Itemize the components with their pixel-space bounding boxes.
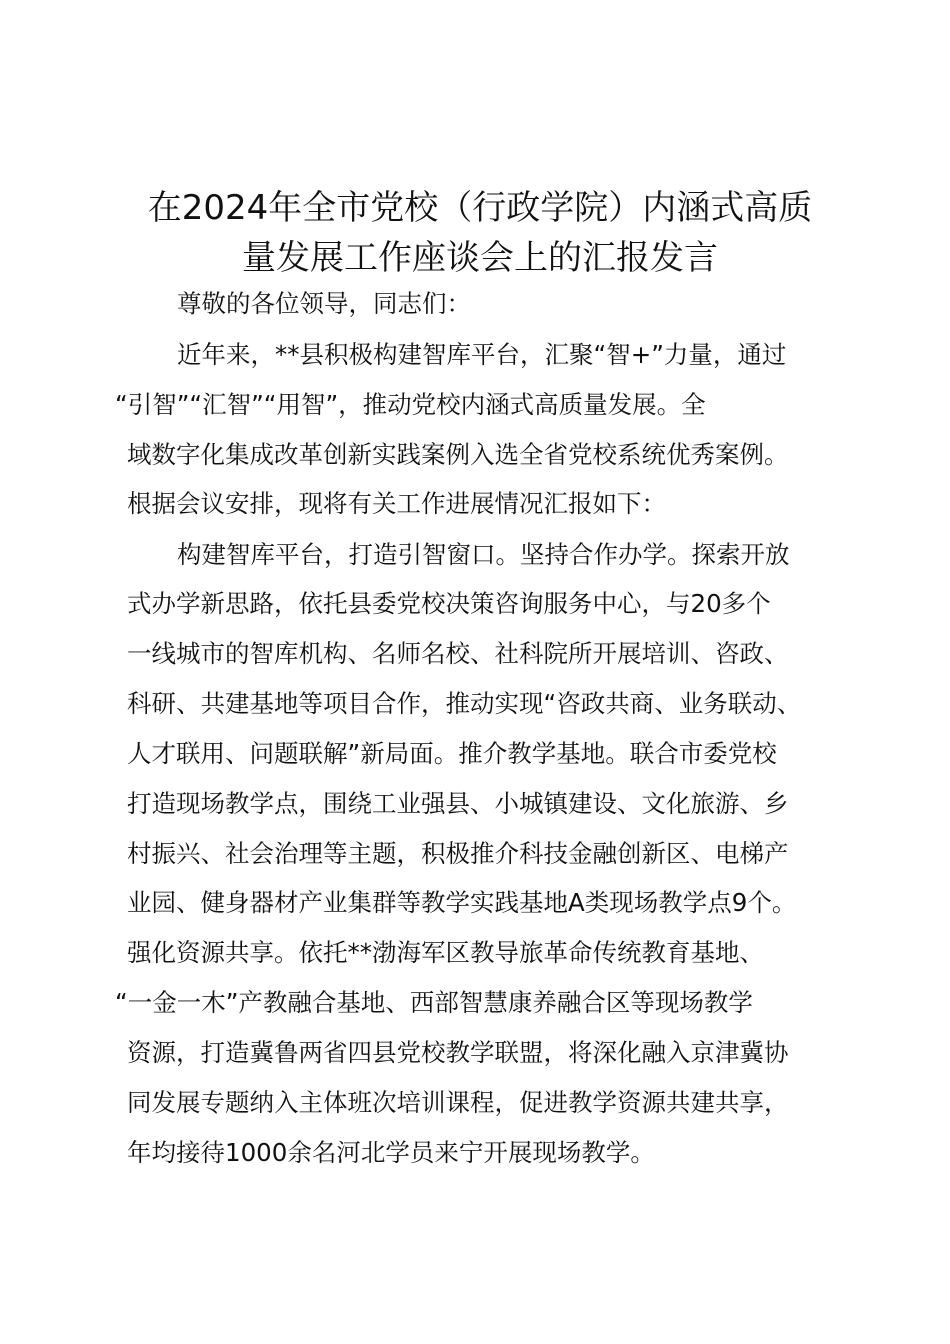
- paragraph-line: 资源，打造冀鲁两省四县党校教学联盟，将深化融入京津冀协: [127, 1038, 789, 1067]
- paragraph-line: 同发展专题纳入主体班次培训课程，促进教学资源共建共享，: [127, 1088, 789, 1117]
- paragraph-line: “引智”“汇智”“用智”，推动党校内涵式高质量发展。全: [115, 390, 706, 419]
- paragraph-line: “一金一木”产教融合基地、西部智慧康养融合区等现场教学: [115, 988, 753, 1017]
- paragraph-line: 一线城市的智库机构、名师名校、社科院所开展培训、咨政、: [127, 639, 789, 668]
- title-line-1: 在2024年全市党校（行政学院）内涵式高质: [147, 188, 813, 228]
- paragraph-line: 构建智库平台，打造引智窗口。坚持合作办学。探索开放: [177, 540, 790, 569]
- paragraph-line: 强化资源共享。依托**渤海军区教导旅革命传统教育基地、: [127, 938, 764, 967]
- title-line-2: 量发展工作座谈会上的汇报发言: [242, 238, 718, 278]
- paragraph-line: 科研、共建基地等项目合作，推动实现“咨政共商、业务联动、: [127, 689, 802, 718]
- paragraph-line: 打造现场教学点，围绕工业强县、小城镇建设、文化旅游、乡: [127, 789, 789, 818]
- paragraph-line: 式办学新思路，依托县委党校决策咨询服务中心，与20多个: [127, 589, 771, 618]
- paragraph-line: 域数字化集成改革创新实践案例入选全省党校系统优秀案例。: [127, 440, 789, 469]
- paragraph-line: 人才联用、问题联解”新局面。推介教学基地。联合市委党校: [127, 739, 777, 768]
- paragraph-line: 年均接待1000余名河北学员来宁开展现场教学。: [127, 1138, 655, 1167]
- paragraph-line: 村振兴、社会治理等主题，积极推介科技金融创新区、电梯产: [127, 839, 789, 868]
- paragraph-line: 根据会议安排，现将有关工作进展情况汇报如下：: [127, 489, 666, 518]
- paragraph-line: 业园、健身器材产业集群等教学实践基地A类现场教学点9个。: [127, 888, 797, 917]
- document-title: [110, 183, 850, 283]
- paragraph-line: 近年来，**县积极构建智库平台，汇聚“智+”力量，通过: [177, 340, 787, 369]
- greeting: 尊敬的各位领导，同志们：: [177, 289, 471, 318]
